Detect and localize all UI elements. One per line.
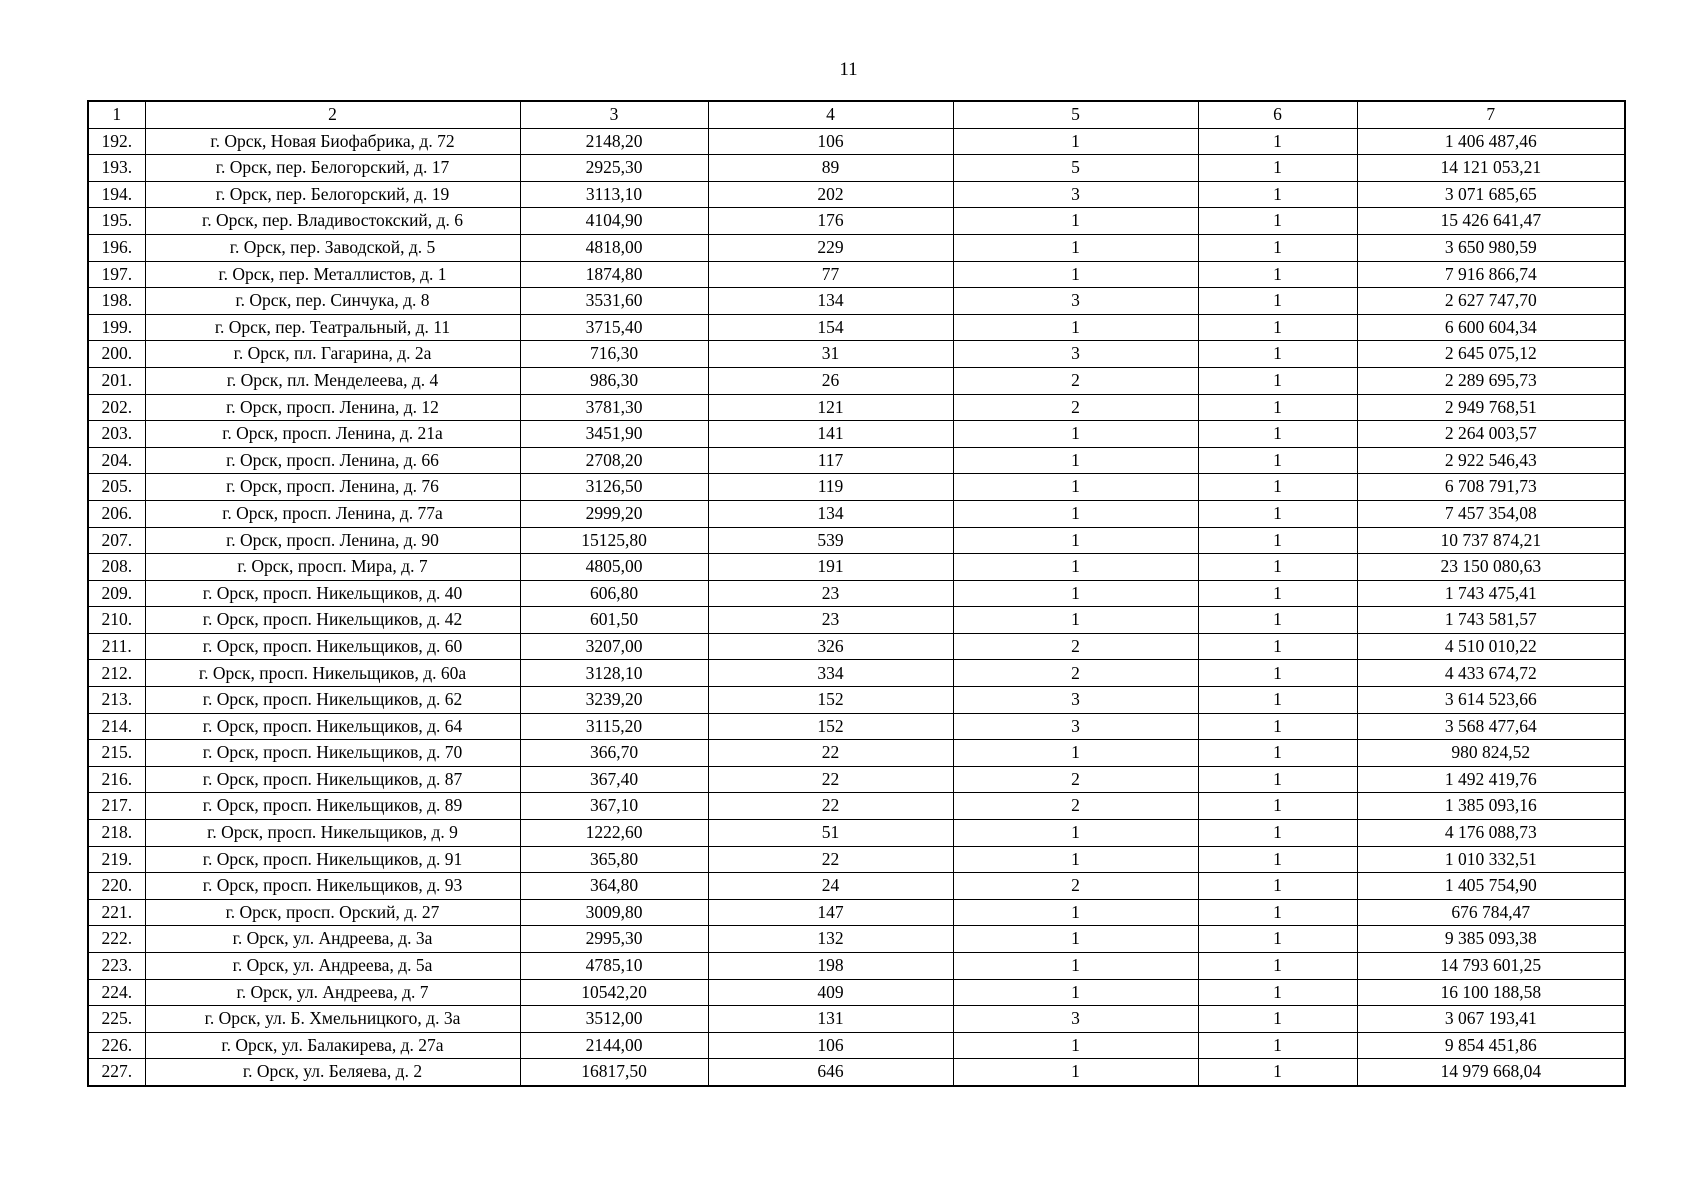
table-row xyxy=(88,820,1625,847)
amount-cell: 9 854 451,86 xyxy=(1357,1032,1625,1059)
col6-cell: 1 xyxy=(1198,873,1357,900)
table-row xyxy=(88,181,1625,208)
col5-cell: 3 xyxy=(953,341,1198,368)
col6-cell: 1 xyxy=(1198,926,1357,953)
address-cell: г. Орск, Новая Биофабрика, д. 72 xyxy=(145,128,520,155)
col6-cell: 1 xyxy=(1198,820,1357,847)
row-number: 197. xyxy=(88,261,145,288)
area-cell: 367,40 xyxy=(520,766,708,793)
table-row xyxy=(88,873,1625,900)
col6-cell: 1 xyxy=(1198,394,1357,421)
col6-cell: 1 xyxy=(1198,234,1357,261)
area-cell: 4805,00 xyxy=(520,554,708,581)
col6-cell: 1 xyxy=(1198,128,1357,155)
table-row xyxy=(88,713,1625,740)
table-row xyxy=(88,288,1625,315)
row-number: 216. xyxy=(88,766,145,793)
amount-cell: 1 743 475,41 xyxy=(1357,580,1625,607)
col6-cell: 1 xyxy=(1198,953,1357,980)
row-number: 220. xyxy=(88,873,145,900)
col4-cell: 23 xyxy=(708,607,953,634)
col6-cell: 1 xyxy=(1198,208,1357,235)
amount-cell: 2 922 546,43 xyxy=(1357,447,1625,474)
table-row xyxy=(88,234,1625,261)
amount-cell: 676 784,47 xyxy=(1357,899,1625,926)
row-number: 214. xyxy=(88,713,145,740)
amount-cell: 2 949 768,51 xyxy=(1357,394,1625,421)
table-row xyxy=(88,633,1625,660)
col5-cell: 1 xyxy=(953,421,1198,448)
area-cell: 2999,20 xyxy=(520,500,708,527)
table-row xyxy=(88,766,1625,793)
address-cell: г. Орск, ул. Балакирева, д. 27а xyxy=(145,1032,520,1059)
amount-cell: 4 176 088,73 xyxy=(1357,820,1625,847)
amount-cell: 7 916 866,74 xyxy=(1357,261,1625,288)
col5-cell: 3 xyxy=(953,713,1198,740)
col6-cell: 1 xyxy=(1198,899,1357,926)
col5-cell: 3 xyxy=(953,288,1198,315)
area-cell: 4785,10 xyxy=(520,953,708,980)
col4-cell: 22 xyxy=(708,793,953,820)
amount-cell: 3 650 980,59 xyxy=(1357,234,1625,261)
table-row xyxy=(88,1006,1625,1033)
amount-cell: 6 708 791,73 xyxy=(1357,474,1625,501)
table-row xyxy=(88,660,1625,687)
col5-cell: 1 xyxy=(953,926,1198,953)
col4-cell: 51 xyxy=(708,820,953,847)
col6-cell: 1 xyxy=(1198,314,1357,341)
area-cell: 3239,20 xyxy=(520,687,708,714)
col4-cell: 409 xyxy=(708,979,953,1006)
row-number: 205. xyxy=(88,474,145,501)
col5-cell: 2 xyxy=(953,367,1198,394)
amount-cell: 1 010 332,51 xyxy=(1357,846,1625,873)
row-number: 201. xyxy=(88,367,145,394)
col5-cell: 1 xyxy=(953,128,1198,155)
table-row xyxy=(88,155,1625,182)
col6-cell: 1 xyxy=(1198,341,1357,368)
row-number: 227. xyxy=(88,1059,145,1086)
col4-cell: 202 xyxy=(708,181,953,208)
table-row xyxy=(88,314,1625,341)
col5-cell: 1 xyxy=(953,527,1198,554)
col4-cell: 26 xyxy=(708,367,953,394)
amount-cell: 14 121 053,21 xyxy=(1357,155,1625,182)
address-cell: г. Орск, просп. Никельщиков, д. 93 xyxy=(145,873,520,900)
table-row xyxy=(88,208,1625,235)
area-cell: 3128,10 xyxy=(520,660,708,687)
col5-cell: 5 xyxy=(953,155,1198,182)
col5-cell: 1 xyxy=(953,740,1198,767)
row-number: 223. xyxy=(88,953,145,980)
area-cell: 601,50 xyxy=(520,607,708,634)
address-cell: г. Орск, просп. Орский, д. 27 xyxy=(145,899,520,926)
row-number: 203. xyxy=(88,421,145,448)
row-number: 207. xyxy=(88,527,145,554)
column-header: 4 xyxy=(708,101,953,128)
amount-cell: 2 645 075,12 xyxy=(1357,341,1625,368)
table-row xyxy=(88,979,1625,1006)
table-row xyxy=(88,953,1625,980)
address-cell: г. Орск, просп. Никельщиков, д. 9 xyxy=(145,820,520,847)
area-cell: 365,80 xyxy=(520,846,708,873)
row-number: 206. xyxy=(88,500,145,527)
col4-cell: 326 xyxy=(708,633,953,660)
amount-cell: 2 264 003,57 xyxy=(1357,421,1625,448)
table-row xyxy=(88,740,1625,767)
row-number: 222. xyxy=(88,926,145,953)
col6-cell: 1 xyxy=(1198,554,1357,581)
col6-cell: 1 xyxy=(1198,1032,1357,1059)
col6-cell: 1 xyxy=(1198,288,1357,315)
table-row xyxy=(88,367,1625,394)
col4-cell: 191 xyxy=(708,554,953,581)
address-cell: г. Орск, пл. Гагарина, д. 2а xyxy=(145,341,520,368)
amount-cell: 980 824,52 xyxy=(1357,740,1625,767)
address-cell: г. Орск, просп. Ленина, д. 66 xyxy=(145,447,520,474)
area-cell: 2144,00 xyxy=(520,1032,708,1059)
area-cell: 3207,00 xyxy=(520,633,708,660)
area-cell: 3531,60 xyxy=(520,288,708,315)
col5-cell: 1 xyxy=(953,846,1198,873)
col4-cell: 106 xyxy=(708,128,953,155)
table-row xyxy=(88,500,1625,527)
row-number: 209. xyxy=(88,580,145,607)
area-cell: 3715,40 xyxy=(520,314,708,341)
table-row xyxy=(88,474,1625,501)
data-table xyxy=(87,100,1626,1087)
col4-cell: 198 xyxy=(708,953,953,980)
row-number: 192. xyxy=(88,128,145,155)
col5-cell: 1 xyxy=(953,820,1198,847)
amount-cell: 14 793 601,25 xyxy=(1357,953,1625,980)
col5-cell: 1 xyxy=(953,953,1198,980)
address-cell: г. Орск, ул. Андреева, д. 7 xyxy=(145,979,520,1006)
header-row xyxy=(88,101,1625,128)
col5-cell: 1 xyxy=(953,500,1198,527)
table-row xyxy=(88,1032,1625,1059)
area-cell: 606,80 xyxy=(520,580,708,607)
column-header: 1 xyxy=(88,101,145,128)
table-row xyxy=(88,607,1625,634)
col4-cell: 117 xyxy=(708,447,953,474)
col6-cell: 1 xyxy=(1198,846,1357,873)
area-cell: 10542,20 xyxy=(520,979,708,1006)
row-number: 202. xyxy=(88,394,145,421)
area-cell: 16817,50 xyxy=(520,1059,708,1086)
col6-cell: 1 xyxy=(1198,181,1357,208)
table-row xyxy=(88,341,1625,368)
area-cell: 4104,90 xyxy=(520,208,708,235)
table-body xyxy=(88,101,1625,1086)
col6-cell: 1 xyxy=(1198,1006,1357,1033)
table-row xyxy=(88,394,1625,421)
amount-cell: 3 568 477,64 xyxy=(1357,713,1625,740)
row-number: 210. xyxy=(88,607,145,634)
row-number: 208. xyxy=(88,554,145,581)
address-cell: г. Орск, пер. Металлистов, д. 1 xyxy=(145,261,520,288)
col4-cell: 176 xyxy=(708,208,953,235)
amount-cell: 16 100 188,58 xyxy=(1357,979,1625,1006)
col5-cell: 3 xyxy=(953,181,1198,208)
col5-cell: 1 xyxy=(953,208,1198,235)
amount-cell: 3 614 523,66 xyxy=(1357,687,1625,714)
col4-cell: 141 xyxy=(708,421,953,448)
row-number: 217. xyxy=(88,793,145,820)
row-number: 194. xyxy=(88,181,145,208)
amount-cell: 2 289 695,73 xyxy=(1357,367,1625,394)
table-row xyxy=(88,421,1625,448)
col6-cell: 1 xyxy=(1198,766,1357,793)
area-cell: 716,30 xyxy=(520,341,708,368)
address-cell: г. Орск, просп. Никельщиков, д. 91 xyxy=(145,846,520,873)
address-cell: г. Орск, просп. Ленина, д. 21а xyxy=(145,421,520,448)
col4-cell: 152 xyxy=(708,687,953,714)
amount-cell: 3 071 685,65 xyxy=(1357,181,1625,208)
col5-cell: 2 xyxy=(953,793,1198,820)
col5-cell: 1 xyxy=(953,234,1198,261)
col4-cell: 646 xyxy=(708,1059,953,1086)
col5-cell: 3 xyxy=(953,687,1198,714)
table-row xyxy=(88,554,1625,581)
row-number: 215. xyxy=(88,740,145,767)
amount-cell: 7 457 354,08 xyxy=(1357,500,1625,527)
col4-cell: 22 xyxy=(708,846,953,873)
address-cell: г. Орск, пер. Заводской, д. 5 xyxy=(145,234,520,261)
col5-cell: 1 xyxy=(953,1059,1198,1086)
col6-cell: 1 xyxy=(1198,580,1357,607)
row-number: 199. xyxy=(88,314,145,341)
address-cell: г. Орск, пер. Синчука, д. 8 xyxy=(145,288,520,315)
col4-cell: 121 xyxy=(708,394,953,421)
area-cell: 3115,20 xyxy=(520,713,708,740)
address-cell: г. Орск, просп. Никельщиков, д. 70 xyxy=(145,740,520,767)
area-cell: 2925,30 xyxy=(520,155,708,182)
col6-cell: 1 xyxy=(1198,793,1357,820)
col4-cell: 31 xyxy=(708,341,953,368)
col6-cell: 1 xyxy=(1198,474,1357,501)
col5-cell: 1 xyxy=(953,474,1198,501)
table-row xyxy=(88,687,1625,714)
area-cell: 3126,50 xyxy=(520,474,708,501)
col6-cell: 1 xyxy=(1198,740,1357,767)
area-cell: 1874,80 xyxy=(520,261,708,288)
area-cell: 1222,60 xyxy=(520,820,708,847)
row-number: 221. xyxy=(88,899,145,926)
row-number: 213. xyxy=(88,687,145,714)
col5-cell: 2 xyxy=(953,873,1198,900)
area-cell: 3781,30 xyxy=(520,394,708,421)
amount-cell: 10 737 874,21 xyxy=(1357,527,1625,554)
col5-cell: 1 xyxy=(953,580,1198,607)
table-row xyxy=(88,846,1625,873)
amount-cell: 1 492 419,76 xyxy=(1357,766,1625,793)
col4-cell: 154 xyxy=(708,314,953,341)
column-header: 2 xyxy=(145,101,520,128)
address-cell: г. Орск, просп. Никельщиков, д. 40 xyxy=(145,580,520,607)
address-cell: г. Орск, просп. Никельщиков, д. 89 xyxy=(145,793,520,820)
address-cell: г. Орск, просп. Ленина, д. 76 xyxy=(145,474,520,501)
table-row xyxy=(88,447,1625,474)
col5-cell: 1 xyxy=(953,447,1198,474)
amount-cell: 15 426 641,47 xyxy=(1357,208,1625,235)
area-cell: 3451,90 xyxy=(520,421,708,448)
col6-cell: 1 xyxy=(1198,660,1357,687)
col5-cell: 1 xyxy=(953,261,1198,288)
col6-cell: 1 xyxy=(1198,1059,1357,1086)
area-cell: 364,80 xyxy=(520,873,708,900)
address-cell: г. Орск, пер. Белогорский, д. 17 xyxy=(145,155,520,182)
col6-cell: 1 xyxy=(1198,261,1357,288)
area-cell: 2148,20 xyxy=(520,128,708,155)
address-cell: г. Орск, просп. Никельщиков, д. 87 xyxy=(145,766,520,793)
table-row xyxy=(88,793,1625,820)
amount-cell: 6 600 604,34 xyxy=(1357,314,1625,341)
address-cell: г. Орск, пл. Менделеева, д. 4 xyxy=(145,367,520,394)
col4-cell: 134 xyxy=(708,288,953,315)
col5-cell: 1 xyxy=(953,554,1198,581)
area-cell: 2995,30 xyxy=(520,926,708,953)
col4-cell: 22 xyxy=(708,740,953,767)
address-cell: г. Орск, просп. Ленина, д. 77а xyxy=(145,500,520,527)
table-row xyxy=(88,580,1625,607)
col6-cell: 1 xyxy=(1198,633,1357,660)
row-number: 200. xyxy=(88,341,145,368)
col6-cell: 1 xyxy=(1198,527,1357,554)
col6-cell: 1 xyxy=(1198,367,1357,394)
col4-cell: 152 xyxy=(708,713,953,740)
col6-cell: 1 xyxy=(1198,421,1357,448)
area-cell: 986,30 xyxy=(520,367,708,394)
col6-cell: 1 xyxy=(1198,447,1357,474)
area-cell: 3512,00 xyxy=(520,1006,708,1033)
column-header: 3 xyxy=(520,101,708,128)
col4-cell: 119 xyxy=(708,474,953,501)
col5-cell: 1 xyxy=(953,1032,1198,1059)
amount-cell: 4 433 674,72 xyxy=(1357,660,1625,687)
amount-cell: 3 067 193,41 xyxy=(1357,1006,1625,1033)
address-cell: г. Орск, ул. Беляева, д. 2 xyxy=(145,1059,520,1086)
col5-cell: 1 xyxy=(953,314,1198,341)
row-number: 219. xyxy=(88,846,145,873)
table-row xyxy=(88,261,1625,288)
table-row xyxy=(88,128,1625,155)
amount-cell: 2 627 747,70 xyxy=(1357,288,1625,315)
row-number: 198. xyxy=(88,288,145,315)
row-number: 196. xyxy=(88,234,145,261)
area-cell: 3113,10 xyxy=(520,181,708,208)
col5-cell: 3 xyxy=(953,1006,1198,1033)
address-cell: г. Орск, просп. Ленина, д. 12 xyxy=(145,394,520,421)
col6-cell: 1 xyxy=(1198,979,1357,1006)
col4-cell: 22 xyxy=(708,766,953,793)
row-number: 204. xyxy=(88,447,145,474)
address-cell: г. Орск, просп. Ленина, д. 90 xyxy=(145,527,520,554)
col6-cell: 1 xyxy=(1198,155,1357,182)
col6-cell: 1 xyxy=(1198,500,1357,527)
address-cell: г. Орск, пер. Белогорский, д. 19 xyxy=(145,181,520,208)
col4-cell: 147 xyxy=(708,899,953,926)
address-cell: г. Орск, просп. Никельщиков, д. 60 xyxy=(145,633,520,660)
address-cell: г. Орск, ул. Б. Хмельницкого, д. 3а xyxy=(145,1006,520,1033)
row-number: 211. xyxy=(88,633,145,660)
row-number: 225. xyxy=(88,1006,145,1033)
row-number: 218. xyxy=(88,820,145,847)
amount-cell: 9 385 093,38 xyxy=(1357,926,1625,953)
col4-cell: 334 xyxy=(708,660,953,687)
col6-cell: 1 xyxy=(1198,713,1357,740)
area-cell: 366,70 xyxy=(520,740,708,767)
column-header: 5 xyxy=(953,101,1198,128)
address-cell: г. Орск, ул. Андреева, д. 5а xyxy=(145,953,520,980)
amount-cell: 1 406 487,46 xyxy=(1357,128,1625,155)
address-cell: г. Орск, пер. Театральный, д. 11 xyxy=(145,314,520,341)
address-cell: г. Орск, просп. Никельщиков, д. 60а xyxy=(145,660,520,687)
amount-cell: 1 405 754,90 xyxy=(1357,873,1625,900)
table-row xyxy=(88,926,1625,953)
table-row xyxy=(88,899,1625,926)
address-cell: г. Орск, просп. Мира, д. 7 xyxy=(145,554,520,581)
col5-cell: 2 xyxy=(953,660,1198,687)
address-cell: г. Орск, пер. Владивостокский, д. 6 xyxy=(145,208,520,235)
amount-cell: 1 743 581,57 xyxy=(1357,607,1625,634)
col6-cell: 1 xyxy=(1198,607,1357,634)
col4-cell: 106 xyxy=(708,1032,953,1059)
col5-cell: 1 xyxy=(953,899,1198,926)
col4-cell: 77 xyxy=(708,261,953,288)
area-cell: 4818,00 xyxy=(520,234,708,261)
col4-cell: 539 xyxy=(708,527,953,554)
col5-cell: 2 xyxy=(953,394,1198,421)
col6-cell: 1 xyxy=(1198,687,1357,714)
area-cell: 2708,20 xyxy=(520,447,708,474)
address-cell: г. Орск, просп. Никельщиков, д. 62 xyxy=(145,687,520,714)
address-cell: г. Орск, просп. Никельщиков, д. 42 xyxy=(145,607,520,634)
col5-cell: 2 xyxy=(953,633,1198,660)
amount-cell: 14 979 668,04 xyxy=(1357,1059,1625,1086)
row-number: 195. xyxy=(88,208,145,235)
table-row xyxy=(88,527,1625,554)
col4-cell: 24 xyxy=(708,873,953,900)
area-cell: 15125,80 xyxy=(520,527,708,554)
column-header: 7 xyxy=(1357,101,1625,128)
col4-cell: 131 xyxy=(708,1006,953,1033)
col4-cell: 23 xyxy=(708,580,953,607)
row-number: 226. xyxy=(88,1032,145,1059)
col5-cell: 1 xyxy=(953,979,1198,1006)
col4-cell: 132 xyxy=(708,926,953,953)
area-cell: 367,10 xyxy=(520,793,708,820)
col5-cell: 1 xyxy=(953,607,1198,634)
col5-cell: 2 xyxy=(953,766,1198,793)
address-cell: г. Орск, ул. Андреева, д. 3а xyxy=(145,926,520,953)
amount-cell: 4 510 010,22 xyxy=(1357,633,1625,660)
col4-cell: 134 xyxy=(708,500,953,527)
address-cell: г. Орск, просп. Никельщиков, д. 64 xyxy=(145,713,520,740)
col4-cell: 229 xyxy=(708,234,953,261)
col4-cell: 89 xyxy=(708,155,953,182)
area-cell: 3009,80 xyxy=(520,899,708,926)
page-number: 11 xyxy=(839,59,858,80)
table-row xyxy=(88,1059,1625,1086)
row-number: 212. xyxy=(88,660,145,687)
amount-cell: 23 150 080,63 xyxy=(1357,554,1625,581)
row-number: 193. xyxy=(88,155,145,182)
row-number: 224. xyxy=(88,979,145,1006)
amount-cell: 1 385 093,16 xyxy=(1357,793,1625,820)
column-header: 6 xyxy=(1198,101,1357,128)
